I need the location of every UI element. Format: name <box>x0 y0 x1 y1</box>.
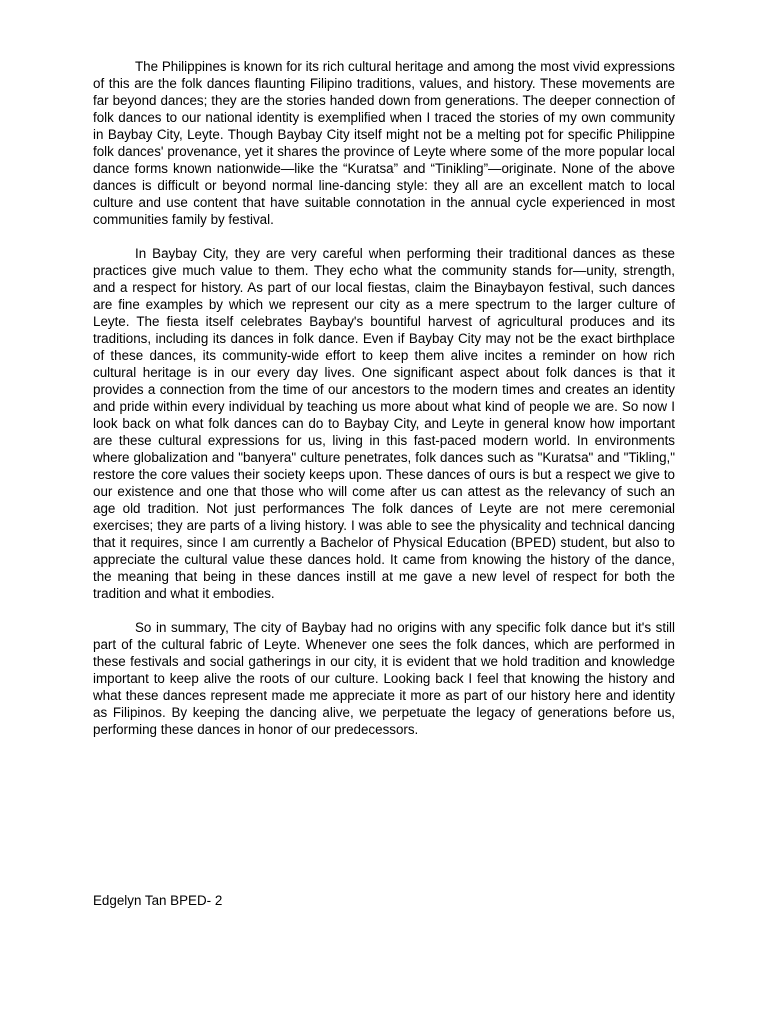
paragraph-3: So in summary, The city of Baybay had no origins with any specific folk dance but it's still part of the cultural fabric of Leyte. Whenever one sees the folk dances, which are performed in these festivals and social gatherings in our city, it is evident that we hold tradition and knowledge important to keep alive the roots of our culture. Looking back I feel that knowing the history and what these dances represent made me appreciate it more as part of our history here and identity as Filipinos. By keeping the dancing alive, we perpetuate the legacy of generations before us, performing these dances in honor of our predecessors. <box>93 620 675 737</box>
essay-body <box>93 58 675 755</box>
paragraph-2: In Baybay City, they are very careful when performing their traditional dances as these practices give much value to them. They echo what the community stands for—unity, strength, and a respect for history. As part of our local fiestas, claim the Binaybayon festival, such dances are fine examples by which we represent our city as a mere spectrum to the larger culture of Leyte. The fiesta itself celebrates Baybay's bountiful harvest of agricultural produces and its traditions, including its dances in folk dance. Even if Baybay City may not be the exact birthplace of these dances, its community-wide effort to keep them alive incites a reminder on how rich cultural heritage is in our every day lives. One significant aspect about folk dances is that it provides a connection from the time of our ancestors to the modern times and creates an identity and pride within every individual by teaching us more about what kind of people we are. So now I look back on what folk dances can do to Baybay City, and Leyte in general know how important are these cultural expressions for us, living in this fast-paced modern world. In environments where globalization and "banyera" culture penetrates, folk dances such as "Kuratsa" and "Tikling," restore the core values their society keeps upon. These dances of ours is but a respect we give to our existence and one that those who will come after us can attest as the relevancy of such an age old tradition. Not just performances The folk dances of Leyte are not mere ceremonial exercises; they are parts of a living history. I was able to see the physicality and technical dancing that it requires, since I am currently a Bachelor of Physical Education (BPED) student, but also to appreciate the cultural value these dances hold. It came from knowing the history of the dance, the meaning that being in these dances instill at me gave a new level of respect for both the tradition and what it embodies. <box>93 246 675 601</box>
author-signature: Edgelyn Tan BPED- 2 <box>93 893 223 908</box>
paragraph-1: The Philippines is known for its rich cultural heritage and among the most vivid expressions of this are the folk dances flaunting Filipino traditions, values, and history. These movements are far beyond dances; they are the stories handed down from generations. The deeper connection of folk dances to our national identity is exemplified when I traced the stories of my own community in Baybay City, Leyte. Though Baybay City itself might not be a melting pot for specific Philippine folk dances' provenance, yet it shares the province of Leyte where some of the more popular local dance forms known nationwide—like the “Kuratsa” and “Tinikling”—originate. None of the above dances is difficult or beyond normal line-dancing style: they all are an excellent match to local culture and use content that have suitable connotation in the annual cycle experienced in most communities family by festival. <box>93 59 675 227</box>
